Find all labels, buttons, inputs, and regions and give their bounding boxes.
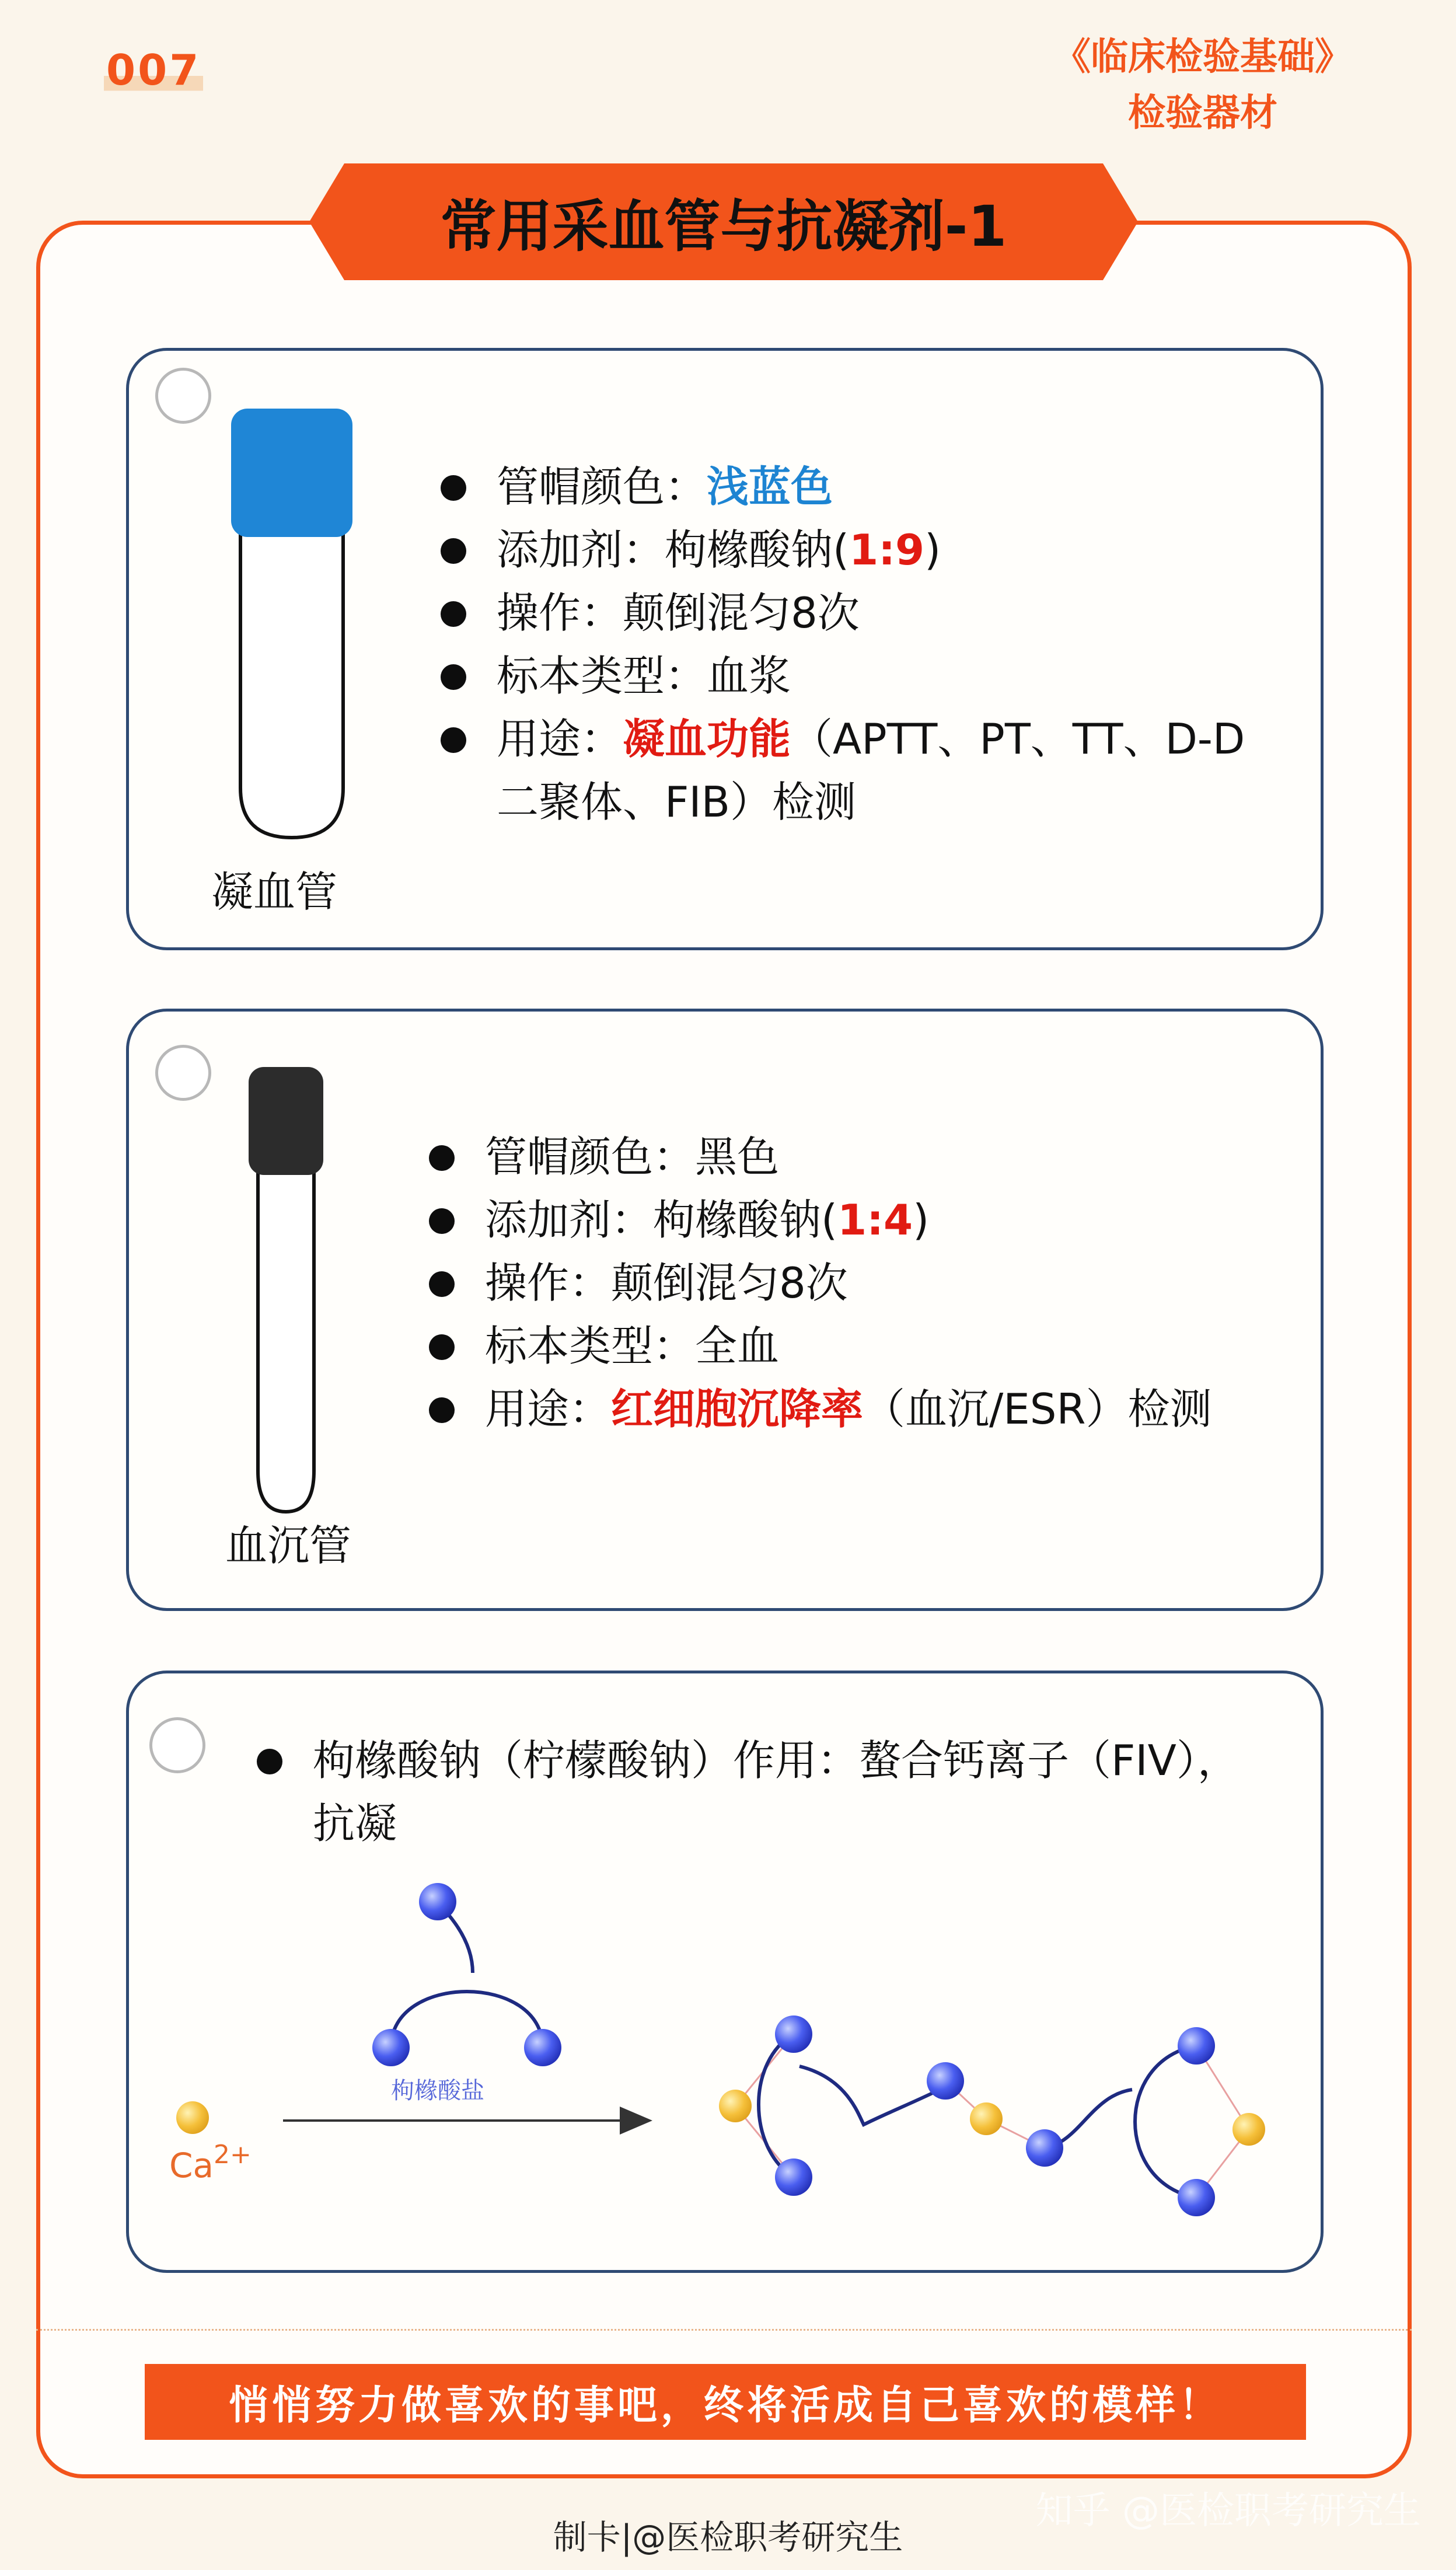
bullet-dot: [441, 664, 466, 690]
series-line-2: 检验器材: [1128, 92, 1277, 135]
card-ring-icon: [155, 368, 211, 424]
bullet-dot: [441, 475, 466, 501]
list-item: [441, 581, 1269, 644]
bullet-dot: [429, 1145, 455, 1171]
list-item: [441, 707, 1269, 834]
series-title: [1053, 29, 1352, 141]
bullet-dot: [429, 1208, 455, 1234]
item-text: 标本类型：全血: [485, 1321, 780, 1371]
list-item: [257, 1729, 1249, 1855]
calcium-ion-icon: [176, 2101, 209, 2134]
watermark: 知乎 @医检职考研究生: [1035, 2489, 1421, 2533]
item-suffix: （APTT、PT、TT、D-D二聚体、FIB）检测: [497, 714, 1245, 827]
item-text: 标本类型：血浆: [497, 651, 791, 700]
item-text: 管帽颜色：黑色: [485, 1132, 780, 1181]
black-tube-icon: [245, 1062, 327, 1518]
light-blue-tube-icon: [228, 403, 356, 846]
bullet-dot: [429, 1334, 455, 1360]
tube-label-esr: 血沉管: [225, 1521, 352, 1570]
card1-bullet-list: [441, 455, 1269, 834]
item-text: 操作：颠倒混匀8次: [485, 1258, 848, 1307]
series-line-1: 《临床检验基础》: [1053, 36, 1352, 79]
item-highlight: 凝血功能: [623, 714, 791, 763]
item-text: 添加剂：枸橼酸钠(: [485, 1195, 838, 1244]
list-item: [441, 455, 1269, 518]
item-text: 操作：颠倒混匀8次: [497, 588, 860, 637]
bullet-dot: [441, 727, 466, 753]
footer-divider: [36, 2329, 1412, 2331]
item-highlight: 1:4: [837, 1195, 913, 1244]
chelation-diagram: [158, 1868, 1266, 2230]
bullet-dot: [257, 1749, 282, 1774]
item-suffix: （血沉/ESR）检测: [863, 1385, 1212, 1434]
page-title: 常用采血管与抗凝剂-1: [440, 193, 1007, 259]
item-text: 用途：: [485, 1385, 612, 1434]
slogan-banner: 悄悄努力做喜欢的事吧，终将活成自己喜欢的模样！: [145, 2364, 1306, 2440]
item-suffix: ): [924, 525, 941, 574]
bullet-dot: [429, 1397, 455, 1423]
page-number: 007: [104, 46, 203, 95]
bullet-dot: [429, 1271, 455, 1297]
bullet-dot: [441, 538, 466, 564]
list-item: [429, 1314, 1269, 1378]
tube-label-coagulation: 凝血管: [211, 867, 338, 916]
item-suffix: ): [913, 1195, 930, 1244]
list-item: [429, 1378, 1269, 1441]
item-text: 用途：: [497, 714, 623, 763]
card-ring-icon: [149, 1717, 205, 1773]
list-item: [441, 518, 1269, 581]
list-item: [429, 1125, 1269, 1188]
credit-text: 制卡|@医检职考研究生: [553, 2517, 903, 2557]
card-ring-icon: [155, 1045, 211, 1101]
calcium-ion-label: $Ca^{2+}$: [169, 2140, 252, 2185]
bullet-dot: [441, 601, 466, 627]
item-highlight: 红细胞沉降率: [611, 1385, 864, 1434]
item-highlight: 1:9: [849, 525, 925, 574]
citrate-molecule: [372, 1883, 561, 2066]
list-item: [429, 1251, 1269, 1314]
item-text: 管帽颜色：: [497, 462, 707, 511]
card2-bullet-list: [429, 1125, 1269, 1441]
card3-bullet-list: [257, 1729, 1249, 1855]
item-text: 添加剂：枸橼酸钠(: [497, 525, 850, 574]
item-text: 枸橼酸钠（柠檬酸钠）作用：螯合钙离子（FIV），抗凝: [313, 1736, 1239, 1848]
list-item: [429, 1188, 1269, 1251]
list-item: [441, 644, 1269, 707]
reagent-label: 枸橼酸盐: [391, 2077, 484, 2104]
chelate-complex: [719, 2015, 1265, 2216]
item-highlight: 浅蓝色: [707, 462, 833, 511]
